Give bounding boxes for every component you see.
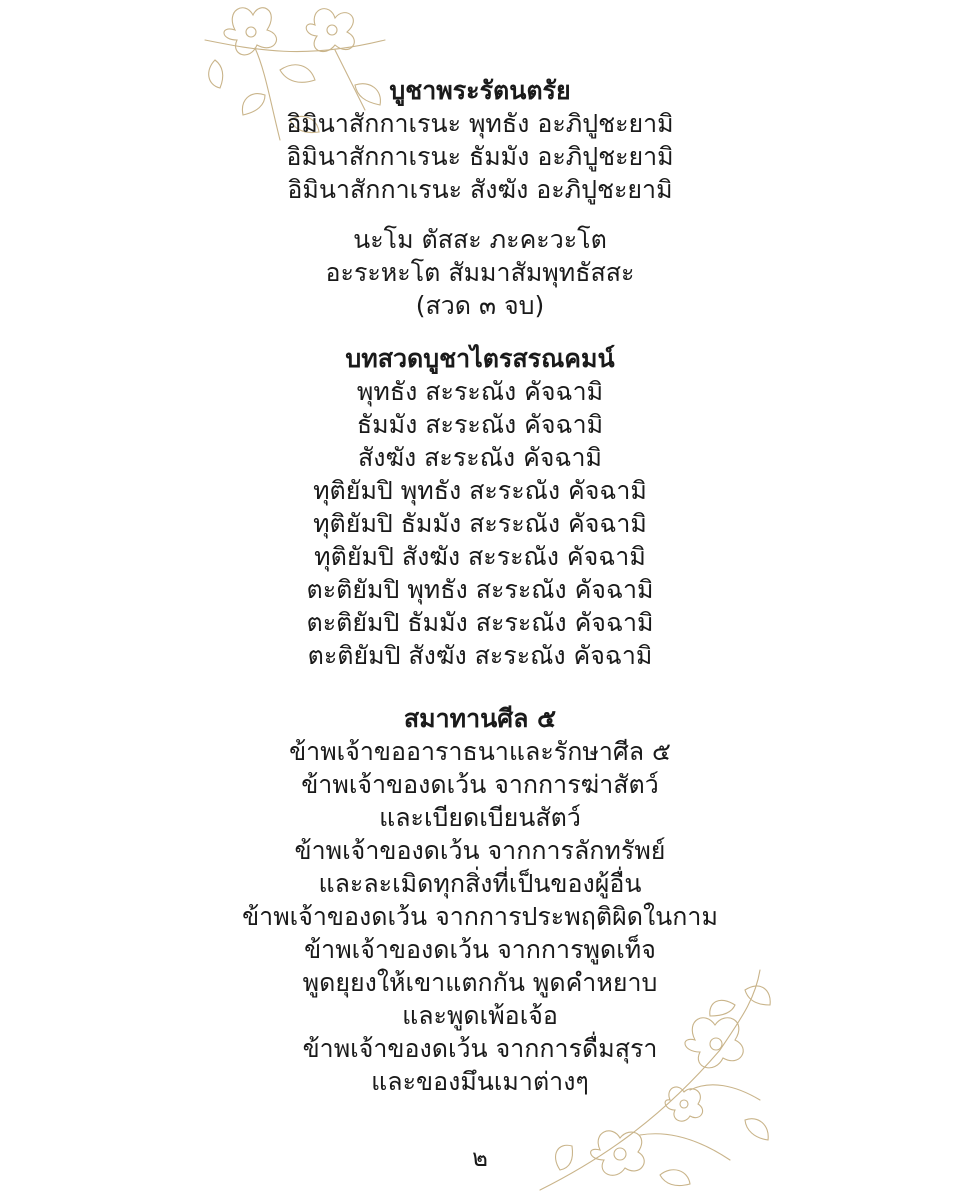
chant-line: นะโม ตัสสะ ภะคะวะโต [353,225,607,254]
section-heading: บูชาพระรัตนตรัย [389,76,571,105]
chant-line: และพูดเพ้อเจ้อ [402,1001,558,1030]
section-heading: สมาทานศีล ๕ [403,704,557,733]
chant-line: และเบียดเบียนสัตว์ [379,803,581,832]
chant-line: อะระหะโต สัมมาสัมพุทธัสสะ [325,258,635,287]
chant-line: ข้าพเจ้าขออาราธนาและรักษาศีล ๕ [289,737,671,766]
chant-line: ตะติยัมปิ พุทธัง สะระณัง คัจฉามิ [306,575,654,604]
chant-line: อิมินาสักกาเรนะ ธัมมัง อะภิปูชะยามิ [286,142,674,171]
chant-line: ธัมมัง สะระณัง คัจฉามิ [356,410,604,439]
chant-line: ข้าพเจ้าของดเว้น จากการฆ่าสัตว์ [301,770,659,799]
chant-line: และละเมิดทุกสิ่งที่เป็นของผู้อื่น [318,869,642,898]
section-triple-gem-worship [0,74,960,206]
section-namo [0,223,960,322]
chant-line: อิมินาสักกาเรนะ พุทธัง อะภิปูชะยามิ [286,109,674,138]
chant-line: ข้าพเจ้าของดเว้น จากการประพฤติผิดในกาม [242,902,718,931]
chant-line: (สวด ๓ จบ) [415,291,545,320]
chant-line: ตะติยัมปิ สังฆัง สะระณัง คัจฉามิ [307,641,653,670]
chant-line: ทุติยัมปิ ธัมมัง สะระณัง คัจฉามิ [313,509,647,538]
chant-line: และของมึนเมาต่างๆ [371,1067,589,1096]
chant-line: สังฆัง สะระณัง คัจฉามิ [358,443,602,472]
chant-line: ข้าพเจ้าของดเว้น จากการพูดเท็จ [304,935,656,964]
chant-line: ทุติยัมปิ สังฆัง สะระณัง คัจฉามิ [314,542,646,571]
chant-line: ข้าพเจ้าของดเว้น จากการดื่มสุรา [302,1034,658,1063]
chant-line: อิมินาสักกาเรนะ สังฆัง อะภิปูชะยามิ [287,175,673,204]
section-five-precepts [0,702,960,1098]
chant-line: ข้าพเจ้าของดเว้น จากการลักทรัพย์ [294,836,666,865]
section-three-refuges [0,342,960,672]
chant-line: พูดยุยงให้เขาแตกกัน พูดคำหยาบ [302,968,658,997]
chant-text-body [0,74,960,1098]
page-number: ๒ [472,1144,488,1172]
chant-line: ทุติยัมปิ พุทธัง สะระณัง คัจฉามิ [313,476,647,505]
section-heading: บทสวดบูชาไตรสรณคมน์ [345,344,615,373]
chant-line: ตะติยัมปิ ธัมมัง สะระณัง คัจฉามิ [306,608,654,637]
chant-line: พุทธัง สะระณัง คัจฉามิ [356,377,604,406]
